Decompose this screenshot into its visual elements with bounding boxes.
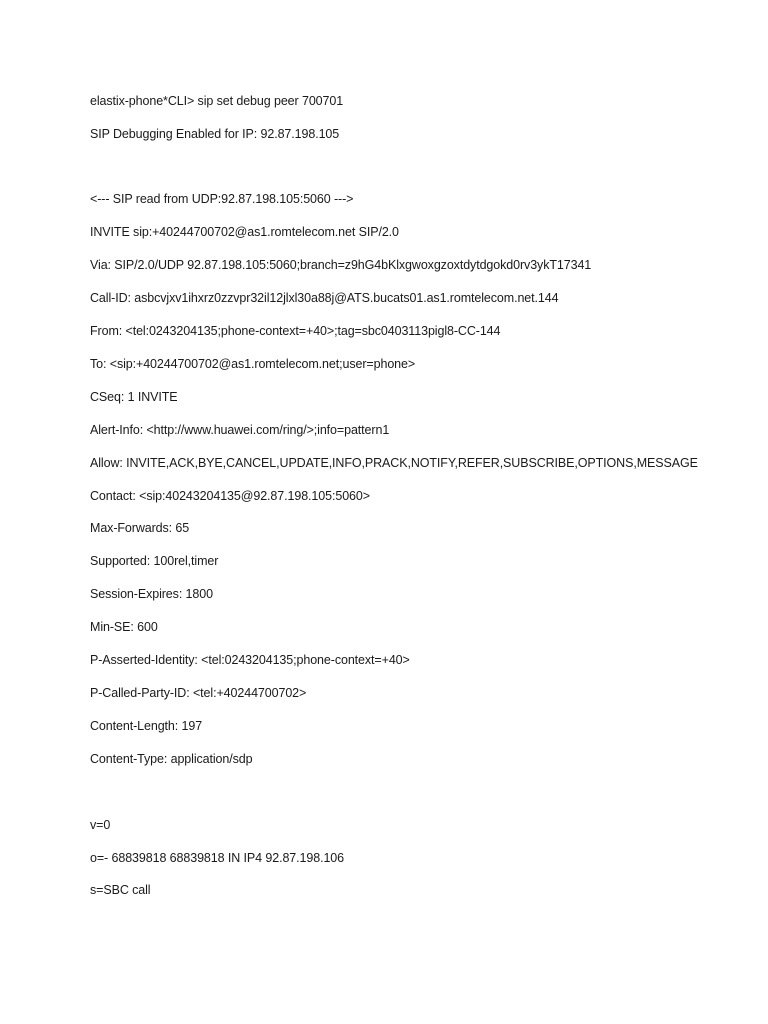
content-type-header-line: Content-Type: application/sdp — [90, 752, 253, 766]
invite-request-line: INVITE sip:+40244700702@as1.romtelecom.net SIP/2.0 — [90, 225, 399, 239]
cseq-header-line: CSeq: 1 INVITE — [90, 390, 178, 404]
max-forwards-header-line: Max-Forwards: 65 — [90, 521, 190, 535]
session-expires-header-line: Session-Expires: 1800 — [90, 587, 213, 601]
supported-header-line: Supported: 100rel,timer — [90, 554, 219, 568]
alert-info-header-line: Alert-Info: <http://www.huawei.com/ring/>;info=pattern1 — [90, 423, 390, 437]
to-header-line: To: <sip:+40244700702@as1.romtelecom.net;user=phone> — [90, 357, 416, 371]
via-header-line: Via: SIP/2.0/UDP 92.87.198.105:5060;branch=z9hG4bKlxgwoxgzoxtdytdgokd0rv3ykT17341 — [90, 258, 592, 272]
allow-header-line: Allow: INVITE,ACK,BYE,CANCEL,UPDATE,INFO,PRACK,NOTIFY,REFER,SUBSCRIBE,OPTIONS,MESSAGE — [90, 456, 698, 470]
call-id-header-line: Call-ID: asbcvjxv1ihxrz0zzvpr32il12jlxl30a88j@ATS.bucats01.as1.romtelecom.net.144 — [90, 291, 559, 305]
cli-command-line: elastix-phone*CLI> sip set debug peer 700701 — [90, 94, 344, 108]
from-header-line: From: <tel:0243204135;phone-context=+40>;tag=sbc0403113pigl8-CC-144 — [90, 324, 501, 338]
sdp-session-name-line: s=SBC call — [90, 883, 151, 897]
min-se-header-line: Min-SE: 600 — [90, 620, 158, 634]
content-length-header-line: Content-Length: 197 — [90, 719, 203, 733]
contact-header-line: Contact: <sip:40243204135@92.87.198.105:5060> — [90, 489, 370, 503]
sdp-version-line: v=0 — [90, 818, 111, 832]
debug-status-line: SIP Debugging Enabled for IP: 92.87.198.105 — [90, 127, 340, 141]
sdp-origin-line: o=- 68839818 68839818 IN IP4 92.87.198.106 — [90, 851, 345, 865]
p-called-party-id-header-line: P-Called-Party-ID: <tel:+40244700702> — [90, 686, 307, 700]
sip-read-header-line: <--- SIP read from UDP:92.87.198.105:5060 ---> — [90, 192, 354, 206]
p-asserted-identity-header-line: P-Asserted-Identity: <tel:0243204135;phone-context=+40> — [90, 653, 410, 667]
